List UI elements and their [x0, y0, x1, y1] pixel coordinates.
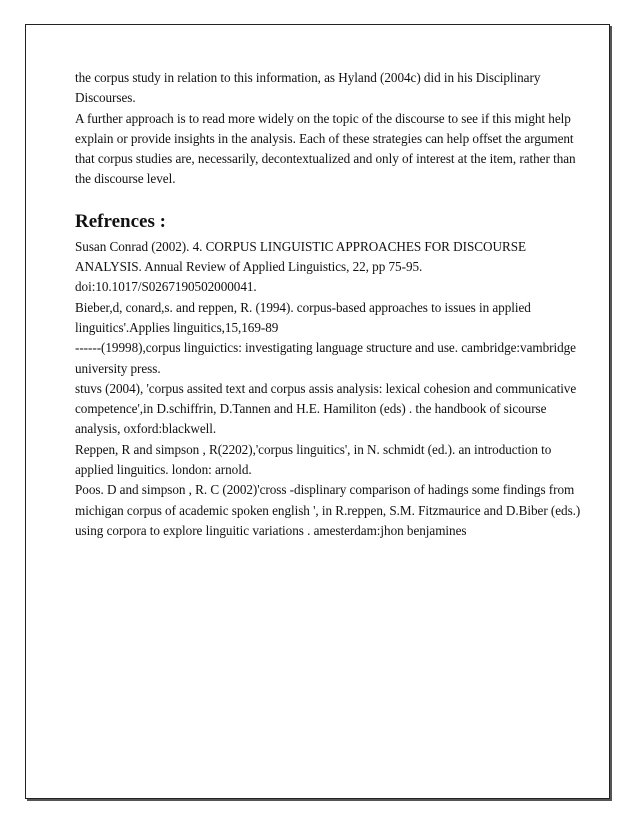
reference-line: Bieber,d, conard,s. and reppen, R. (1994). corpus-based approaches to issues in applied: [75, 299, 531, 315]
reference-reppen: [75, 440, 565, 481]
reference-line: using corpora to explore linguitic variations . amesterdam:jhon benjamines: [75, 522, 467, 538]
references-heading: Refrences :: [75, 210, 166, 232]
text-line: A further approach is to read more widely on the topic of the discourse to see if this might help: [75, 110, 571, 126]
reference-line: analysis, oxford:blackwell.: [75, 421, 217, 437]
text-line: Discourses.: [75, 90, 136, 106]
reference-line: applied linguitics. london: arnold.: [75, 462, 252, 478]
reference-line: michigan corpus of academic spoken english ', in R.reppen, S.M. Fitzmaurice and D.Biber (eds.): [75, 502, 581, 518]
reference-stuvs: [75, 379, 577, 440]
reference-line: competence',in D.schiffrin, D.Tannen and H.E. Hamiliton (eds) . the handbook of sicourse: [75, 401, 547, 417]
text-line: the corpus study in relation to this information, as Hyland (2004c) did in his Disciplinary: [75, 70, 541, 85]
text-line: the discourse level.: [75, 171, 176, 187]
reference-line: Reppen, R and simpson , R(2202),'corpus linguitics', in N. schmidt (ed.). an introduction to: [75, 441, 552, 457]
text-line: explain or provide insights in the analysis. Each of these strategies can help offset the argument: [75, 130, 574, 146]
reference-bieber: [75, 298, 565, 339]
reference-line: ------(19998),corpus linguictics: investigating language structure and use. cambridge:vambridge: [75, 340, 576, 356]
reference-corpus-linguistics: [75, 338, 576, 379]
reference-line: doi:10.1017/S0267190502000041.: [75, 279, 257, 295]
text-line: that corpus studies are, necessarily, decontextualized and only of interest at the item, rather than: [75, 151, 576, 167]
paragraph-corpus-study: [75, 68, 565, 109]
reference-line: stuvs (2004), 'corpus assited text and corpus assis analysis: lexical cohesion and communicative: [75, 380, 577, 396]
reference-line: Poos. D and simpson , R. C (2002)'cross -displinary comparison of hadings some findings from: [75, 482, 575, 498]
reference-line: university press.: [75, 360, 161, 376]
paragraph-further-approach: [75, 109, 576, 190]
reference-conrad: [75, 237, 565, 298]
reference-line: ANALYSIS. Annual Review of Applied Linguistics, 22, pp 75-95.: [75, 259, 423, 275]
reference-poos: [75, 480, 581, 541]
reference-line: linguitics'.Applies linguitics,15,169-89: [75, 319, 279, 335]
document-body: [75, 68, 581, 541]
reference-line: Susan Conrad (2002). 4. CORPUS LINGUISTIC APPROACHES FOR DISCOURSE: [75, 238, 526, 254]
